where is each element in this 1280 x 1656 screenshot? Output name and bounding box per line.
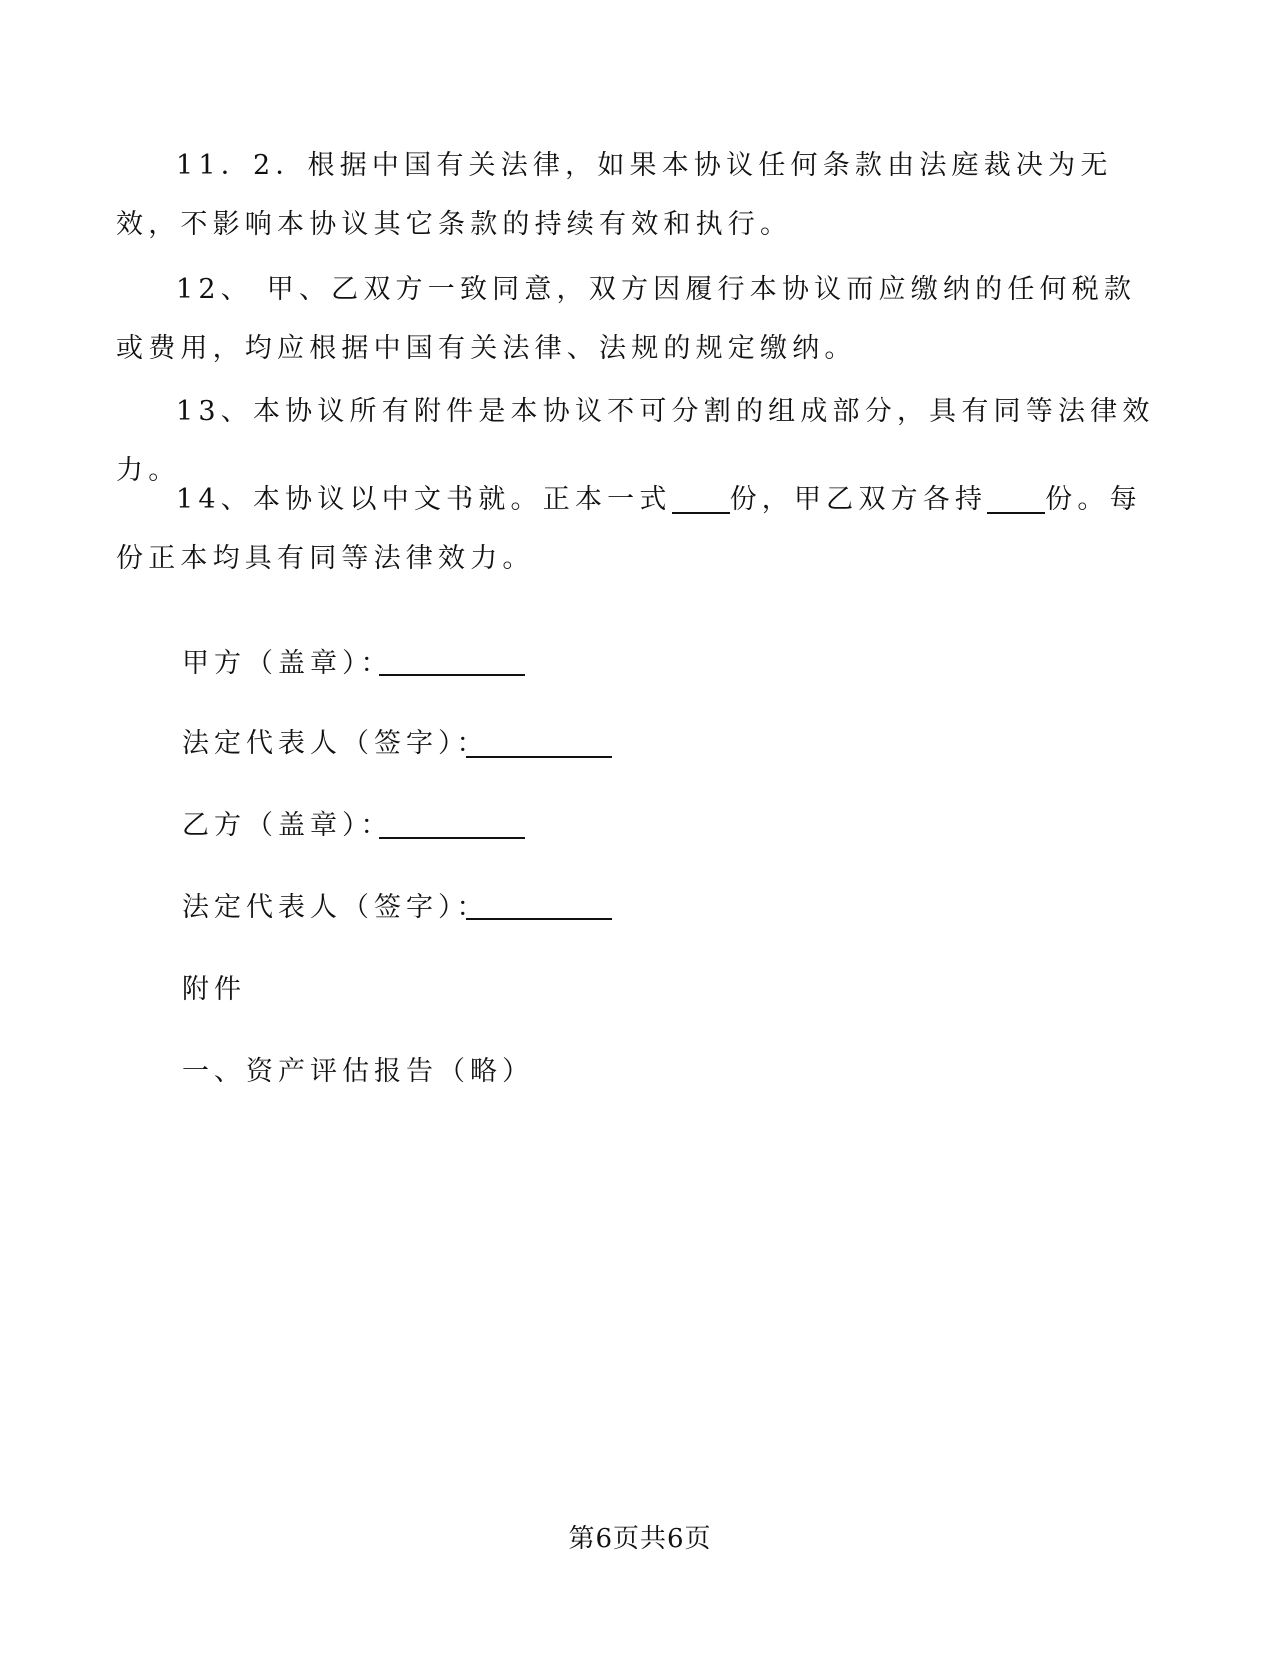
- party-a-seal-blank: [379, 674, 525, 676]
- clause-11-2: 11．2．根据中国有关法律，如果本协议任何条款由法庭裁决为无效，不影响本协议其它条款的持续有效和执行。: [116, 150, 1113, 240]
- clause-14-part1: 14、本协议以中文书就。正本一式: [176, 484, 672, 515]
- copies-each-blank: [987, 482, 1045, 514]
- party-b-seal-blank: [379, 837, 525, 839]
- copies-total-blank: [672, 482, 730, 514]
- page-number: 第6页共6页: [568, 1524, 712, 1554]
- clause-13: 13、本协议所有附件是本协议不可分割的组成部分，具有同等法律效力。: [116, 396, 1155, 486]
- party-b-rep-blank: [466, 918, 612, 920]
- party-b-seal-label: 乙方（盖章）：: [182, 810, 393, 841]
- attachments-heading: 附件: [182, 974, 246, 1005]
- party-a-rep-label: 法定代表人（签字）：: [182, 728, 489, 759]
- party-a-rep-blank: [466, 756, 612, 758]
- party-a-seal-label: 甲方（盖章）：: [182, 648, 393, 679]
- clause-12: 12、 甲、乙双方一致同意，双方因履行本协议而应缴纳的任何税款或费用，均应根据中国有关法律、法规的规定缴纳。: [116, 274, 1137, 364]
- attachment-item-1: 一、资产评估报告（略）: [182, 1056, 534, 1087]
- clause-14: [116, 470, 1162, 588]
- clause-14-part2: 份，甲乙双方各持: [729, 484, 988, 515]
- party-b-rep-label: 法定代表人（签字）：: [182, 892, 489, 923]
- clause-14-part3: 份。每份正本均具有同等法律效力。: [116, 484, 1142, 574]
